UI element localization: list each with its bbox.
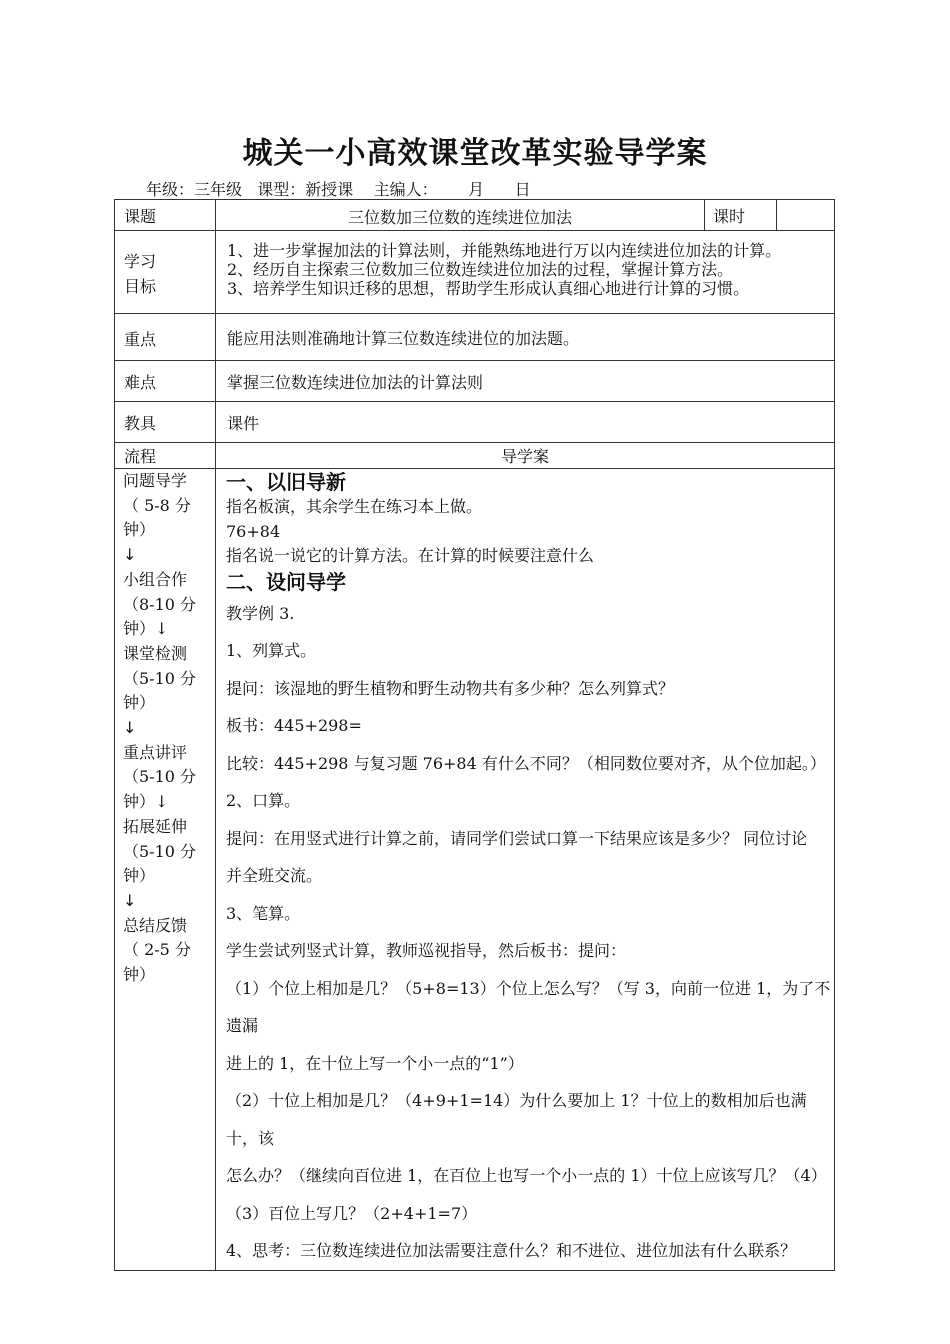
flow-step: 钟）↓ (123, 619, 169, 639)
section2-line: 进上的 1，在十位上写一个小一点的“1”） (226, 1053, 524, 1073)
section1-line: 76+84 (226, 521, 281, 541)
flow-step: 拓展延伸 (123, 816, 188, 836)
section2-line: 提问：该湿地的野生植物和野生动物共有多少种？怎么列算式？ (226, 678, 675, 698)
section2-line: 学生尝试列竖式计算，教师巡视指导，然后板书：提问： (226, 941, 627, 960)
section2-line: 4、思考：三位数连续进位加法需要注意什么？和不进位、进位加法有什么联系？ (226, 1241, 797, 1260)
lesson-plan-table (114, 199, 835, 1271)
difficulty-row (115, 361, 835, 402)
flow-step: 课堂检测 (123, 643, 188, 663)
subject-value: 三位数加三位数的连续进位加法 (216, 200, 705, 231)
tools-row (115, 402, 835, 443)
down-arrow-icon: ↓ (123, 890, 137, 910)
flow-steps (115, 469, 216, 1271)
guide-plan-heading: 导学案 (216, 443, 835, 469)
section2-line: 板书：445+298= (226, 716, 362, 735)
key-point-label: 重点 (115, 314, 216, 361)
period-value (777, 200, 835, 231)
flow-step: （ 5-8 分 (123, 495, 191, 515)
section2-line: 2、口算。 (226, 791, 301, 810)
flow-step: （5-10 分 (123, 767, 197, 787)
goal-item: 2、经历自主探索三位数加三位数连续进位加法的过程，掌握计算方法。 (227, 260, 734, 279)
flow-step: 钟） (123, 693, 156, 713)
goals-content (216, 231, 835, 314)
flow-step: 钟）↓ (123, 792, 169, 812)
flow-content-row (115, 469, 835, 1271)
flow-step: 钟） (123, 965, 156, 985)
flow-step: （5-10 分 (123, 841, 197, 861)
flow-step: （ 2-5 分 (123, 940, 191, 960)
tools-value: 课件 (216, 402, 835, 443)
guide-plan-content (216, 469, 835, 1271)
section2-line: 提问：在用竖式进行计算之前，请同学们尝试口算一下结果应该是多少？ 同位讨论 (226, 828, 808, 848)
flow-step: 问题导学 (123, 471, 188, 490)
flow-step: 重点讲评 (123, 742, 188, 762)
key-point-value: 能应用法则准确地计算三位数连续进位的加法题。 (216, 314, 835, 361)
section1-line: 指名板演，其余学生在练习本上做。 (226, 497, 483, 516)
section2-heading: 二、设问导学 (226, 569, 346, 594)
flow-header-row (115, 443, 835, 469)
period-label: 课时 (705, 200, 777, 231)
subject-label: 课题 (115, 200, 216, 231)
flow-label: 流程 (115, 443, 216, 469)
down-arrow-icon: ↓ (123, 545, 137, 565)
difficulty-label: 难点 (115, 361, 216, 402)
section2-line: 怎么办？（继续向百位进 1，在百位上也写一个小一点的 1）十位上应该写几？（4） (226, 1166, 827, 1185)
section2-line: 比较：445+298 与复习题 76+84 有什么不同？（相同数位要对齐，从个位加起。） (226, 753, 826, 773)
difficulty-value: 掌握三位数连续进位加法的计算法则 (216, 361, 835, 402)
meta-line: 年级：三年级 课型：新授课 主编人： 月 日 (146, 180, 531, 199)
section2-line: （3）百位上写几？（2+4+1=7） (226, 1203, 478, 1223)
section2-line: （2）十位上相加是几？（4+9+1=14）为什么要加上 1？十位上的数相加后也满十，该 (226, 1091, 807, 1148)
section1-line: 指名说一说它的计算方法。在计算的时候要注意什么 (226, 546, 595, 565)
goals-row (115, 231, 835, 314)
section2-line: 并全班交流。 (226, 866, 323, 885)
goal-item: 3、培养学生知识迁移的思想，帮助学生形成认真细心地进行计算的习惯。 (227, 279, 750, 298)
flow-step: 钟） (123, 520, 156, 540)
key-point-row (115, 314, 835, 361)
section2-line: 1、列算式。 (226, 641, 317, 660)
tools-label: 教具 (115, 402, 216, 443)
goals-label-line1: 学习 (124, 252, 157, 271)
flow-step: （5-10 分 (123, 668, 197, 688)
section2-line: 3、笔算。 (226, 903, 301, 923)
flow-step: 总结反馈 (123, 915, 188, 935)
goal-item: 1、进一步掌握加法的计算法则，并能熟练地进行万以内连续进位加法的计算。 (227, 241, 782, 260)
page-title: 城关一小高效课堂改革实验导学案 (242, 136, 708, 171)
flow-step: （8-10 分 (123, 594, 197, 614)
flow-step: 钟） (123, 866, 156, 886)
down-arrow-icon: ↓ (123, 718, 137, 738)
flow-step: 小组合作 (123, 569, 188, 589)
goals-label-line2: 目标 (124, 277, 157, 296)
subject-row (115, 200, 835, 231)
section2-line: 教学例 3. (226, 603, 295, 623)
section2-line: （1）个位上相加是几？（5+8=13）个位上怎么写？（写 3，向前一位进 1，为了不遗漏 (226, 978, 831, 1035)
section1-heading: 一、以旧导新 (226, 470, 346, 494)
goals-label (115, 231, 216, 314)
